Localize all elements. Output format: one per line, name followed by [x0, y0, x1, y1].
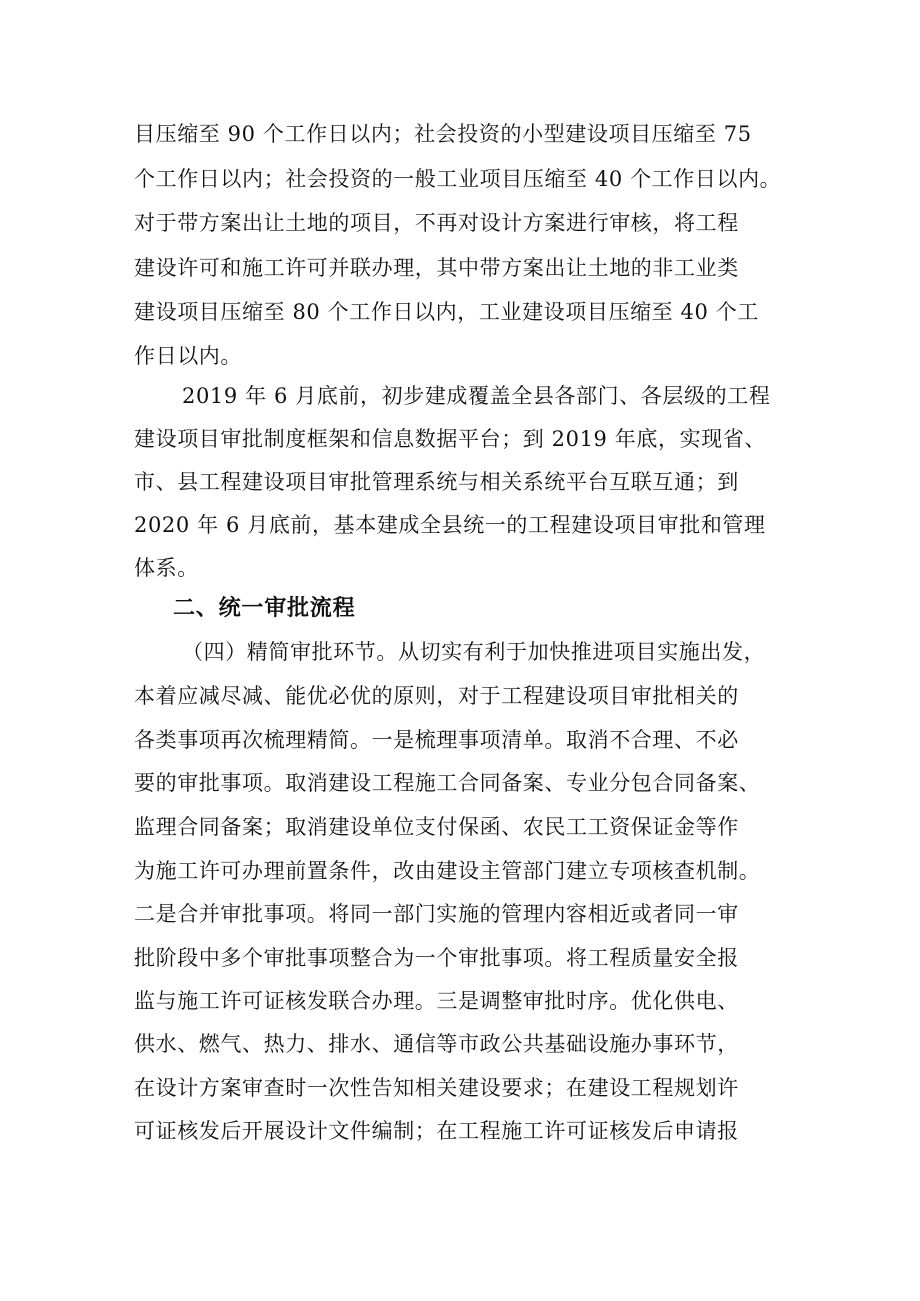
paragraph-line: 体系。 — [134, 556, 199, 580]
paragraph-line: 二是合并审批事项。将同一部门实施的管理内容相近或者同一审 — [134, 902, 739, 926]
paragraph-line: 要的审批事项。取消建设工程施工合同备案、专业分包合同备案、 — [134, 771, 761, 795]
paragraph-line: 作日以内。 — [134, 344, 242, 368]
paragraph-line: 建设项目压缩至 80 个工作日以内，工业建设项目压缩至 40 个工 — [134, 300, 759, 324]
paragraph-line: 批阶段中多个审批事项整合为一个审批事项。将工程质量安全报 — [134, 946, 739, 970]
paragraph-line: 监与施工许可证核发联合办理。三是调整审批时序。优化供电、 — [134, 989, 739, 1013]
paragraph-line: 建设项目审批制度框架和信息数据平台；到 2019 年底，实现省、 — [134, 427, 766, 451]
paragraph-line: （四）精简审批环节。从切实有利于加快推进项目实施出发， — [182, 640, 766, 664]
paragraph-line: 建设许可和施工许可并联办理，其中带方案出让土地的非工业类 — [134, 256, 739, 280]
paragraph-line: 目压缩至 90 个工作日以内；社会投资的小型建设项目压缩至 75 — [134, 122, 752, 146]
paragraph-line: 市、县工程建设项目审批管理系统与相关系统平台互联互通；到 — [134, 470, 739, 494]
paragraph-line: 可证核发后开展设计文件编制；在工程施工许可证核发后申请报 — [134, 1119, 739, 1143]
paragraph-line: 监理合同备案；取消建设单位支付保函、农民工工资保证金等作 — [134, 815, 739, 839]
paragraph-line: 个工作日以内；社会投资的一般工业项目压缩至 40 个工作日以内。 — [134, 167, 782, 191]
section-heading: 二、统一审批流程 — [173, 596, 356, 621]
paragraph-line: 供水、燃气、热力、排水、通信等市政公共基础设施办事环节， — [134, 1032, 739, 1056]
paragraph-line: 在设计方案审查时一次性告知相关建设要求；在建设工程规划许 — [134, 1076, 739, 1100]
paragraph-line: 对于带方案出让土地的项目，不再对设计方案进行审核，将工程 — [134, 211, 739, 235]
paragraph-line: 本着应减尽减、能优必优的原则，对于工程建设项目审批相关的 — [134, 684, 739, 708]
paragraph-line: 各类事项再次梳理精简。一是梳理事项清单。取消不合理、不必 — [134, 728, 739, 752]
paragraph-line: 2020 年 6 月底前，基本建成全县统一的工程建设项目审批和管理 — [134, 513, 766, 537]
paragraph-line: 2019 年 6 月底前，初步建成覆盖全县各部门、各层级的工程 — [182, 384, 771, 408]
paragraph-line: 为施工许可办理前置条件，改由建设主管部门建立专项核查机制。 — [134, 859, 761, 883]
